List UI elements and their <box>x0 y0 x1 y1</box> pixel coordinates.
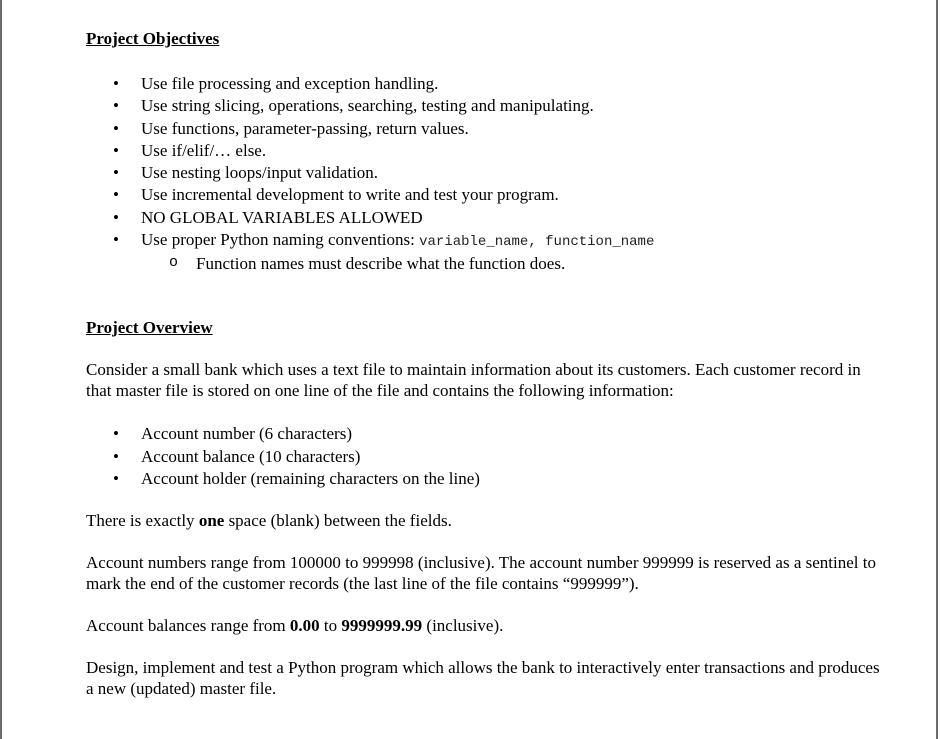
fields-list <box>86 423 886 490</box>
field-item: • Account number (6 characters) <box>86 423 886 445</box>
space-line: There is exactly one space (blank) between the fields. <box>86 511 452 531</box>
objectives-heading: Project Objectives <box>86 29 220 48</box>
objective-item: • Use functions, parameter-passing, return values. <box>86 118 886 140</box>
overview-heading: Project Overview <box>86 318 213 338</box>
document-content <box>86 28 886 699</box>
code-function-name: function_name <box>545 234 655 251</box>
objective-item-naming <box>86 229 886 275</box>
balances-paragraph: Account balances range from 0.00 to 9999999.99 (inclusive). <box>86 616 504 636</box>
account-numbers-paragraph: Account numbers range from 100000 to 999998 (inclusive). The account number 999999 is reserved as a sentinel to mark the end of the customer records (the last line of the file contains “999999”). <box>86 553 876 594</box>
objective-item: • Use if/elif/… else. <box>86 140 886 162</box>
objective-item: • NO GLOBAL VARIABLES ALLOWED <box>86 207 886 229</box>
naming-prefix: Use proper Python naming conventions: <box>141 230 420 250</box>
balance-min: 0.00 <box>289 616 320 636</box>
objective-item: • Use file processing and exception handling. <box>86 73 886 95</box>
objective-item: • Use string slicing, operations, searching, testing and manipulating. <box>86 95 886 117</box>
overview-intro: Consider a small bank which uses a text file to maintain information about its customers. Each customer record in that master file is stored on one line of the file and contains the following information: <box>86 360 861 401</box>
field-item: • Account balance (10 characters) <box>86 446 886 468</box>
code-separator: , <box>528 234 546 251</box>
design-paragraph: Design, implement and test a Python program which allows the bank to interactively enter transactions and produces a new (updated) master file. <box>86 658 880 699</box>
objective-item: • Use nesting loops/input validation. <box>86 162 886 184</box>
bold-one: one <box>198 511 225 531</box>
code-variable-name: variable_name <box>419 234 529 251</box>
objective-item: • Use incremental development to write and test your program. <box>86 184 886 206</box>
field-item: • Account holder (remaining characters on the line) <box>86 468 886 490</box>
balance-max: 9999999.99 <box>341 616 423 636</box>
naming-sub-list <box>141 253 886 275</box>
objectives-list <box>86 73 886 275</box>
sub-item: o Function names must describe what the function does. <box>141 253 886 275</box>
